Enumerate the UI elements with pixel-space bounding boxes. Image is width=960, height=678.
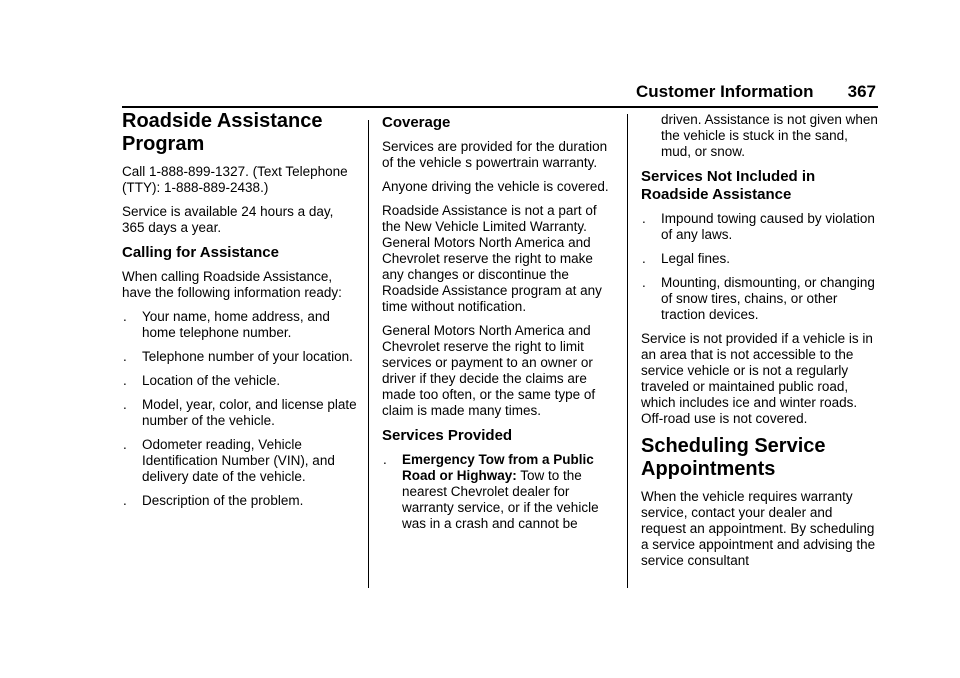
bullet-mark: . — [383, 452, 387, 467]
coverage-drivers: Anyone driving the vehicle is covered. — [382, 179, 609, 194]
heading-roadside-assistance: Roadside Assistance Program — [122, 110, 323, 155]
heading-services-provided: Services Provided — [382, 427, 513, 444]
phone-paragraph: Call 1-888-899-1327. (Text Telephone (TTY): 1-888-889-2438.) — [122, 164, 348, 195]
bullet-mark: . — [123, 349, 127, 364]
bullet-mark: . — [123, 373, 127, 388]
heading-calling-for-assistance: Calling for Assistance — [122, 244, 279, 261]
list-item: . Odometer reading, Vehicle Identification Number (VIN), and delivery date of the vehicle. — [123, 437, 335, 484]
emergency-tow-text: Tow to the nearest Chevrolet dealer for warranty service, or if the vehicle was in a crash and cannot be — [402, 468, 599, 531]
list-item: . Model, year, color, and license plate number of the vehicle. — [123, 397, 357, 428]
heading-services-not-included: Services Not Included in Roadside Assistance — [641, 168, 816, 203]
list-item: . Legal fines. — [642, 251, 731, 266]
bullet-mark: . — [123, 397, 127, 412]
column-3 — [641, 112, 881, 577]
bullet-mark: . — [642, 211, 646, 226]
column-2 — [382, 112, 618, 540]
availability-paragraph: Service is available 24 hours a day, 365 days a year. — [122, 204, 334, 235]
coverage-limits: General Motors North America and Chevrolet reserve the right to limit services or payment to an owner or driver if they decide the claims are made too often, or the same type of claim is made many times. — [382, 323, 596, 418]
list-item: . Mounting, dismounting, or changing of snow tires, chains, or other traction devices. — [642, 275, 875, 322]
column-1 — [122, 110, 358, 517]
heading-scheduling-service: Scheduling Service Appointments — [641, 435, 826, 480]
coverage-warranty-note: Roadside Assistance is not a part of the New Vehicle Limited Warranty. General Motors North America and Chevrolet reserve the right to make any changes or discontinue the Roadside Assistance program at any time without notification. — [382, 203, 602, 314]
section-title: Customer Information — [636, 82, 814, 101]
coverage-duration: Services are provided for the duration of the vehicle s powertrain warranty. — [382, 139, 608, 170]
bullet-mark: . — [123, 309, 127, 324]
bullet-mark: . — [123, 437, 127, 452]
heading-coverage: Coverage — [382, 114, 451, 131]
bullet-mark: . — [642, 251, 646, 266]
calling-intro: When calling Roadside Assistance, have the following information ready: — [122, 269, 342, 300]
column-divider-2 — [627, 114, 628, 588]
list-item: . Location of the vehicle. — [123, 373, 281, 388]
tow-continuation: driven. Assistance is not given when the vehicle is stuck in the sand, mud, or snow. — [661, 112, 878, 159]
list-item — [382, 452, 618, 532]
bullet-mark: . — [642, 275, 646, 290]
column-divider-1 — [368, 120, 369, 588]
list-item: . Your name, home address, and home telephone number. — [123, 309, 330, 340]
running-header — [636, 82, 876, 106]
bullet-mark: . — [123, 493, 127, 508]
list-item: . Impound towing caused by violation of any laws. — [642, 211, 875, 242]
emergency-tow-label: Emergency Tow from a Public Road or Highway: — [402, 452, 594, 483]
service-area-paragraph: Service is not provided if a vehicle is in an area that is not accessible to the service vehicle or is not a regularly traveled or maintained public road, which includes ice and winter roads. Off-road use is not covered. — [641, 331, 873, 426]
page-number: 367 — [847, 82, 876, 101]
list-item: . Description of the problem. — [123, 493, 304, 508]
list-item: . Telephone number of your location. — [123, 349, 353, 364]
header-rule — [122, 106, 878, 108]
scheduling-paragraph: When the vehicle requires warranty service, contact your dealer and request an appointment. By scheduling a service appointment and advising the service consultant — [641, 489, 876, 568]
